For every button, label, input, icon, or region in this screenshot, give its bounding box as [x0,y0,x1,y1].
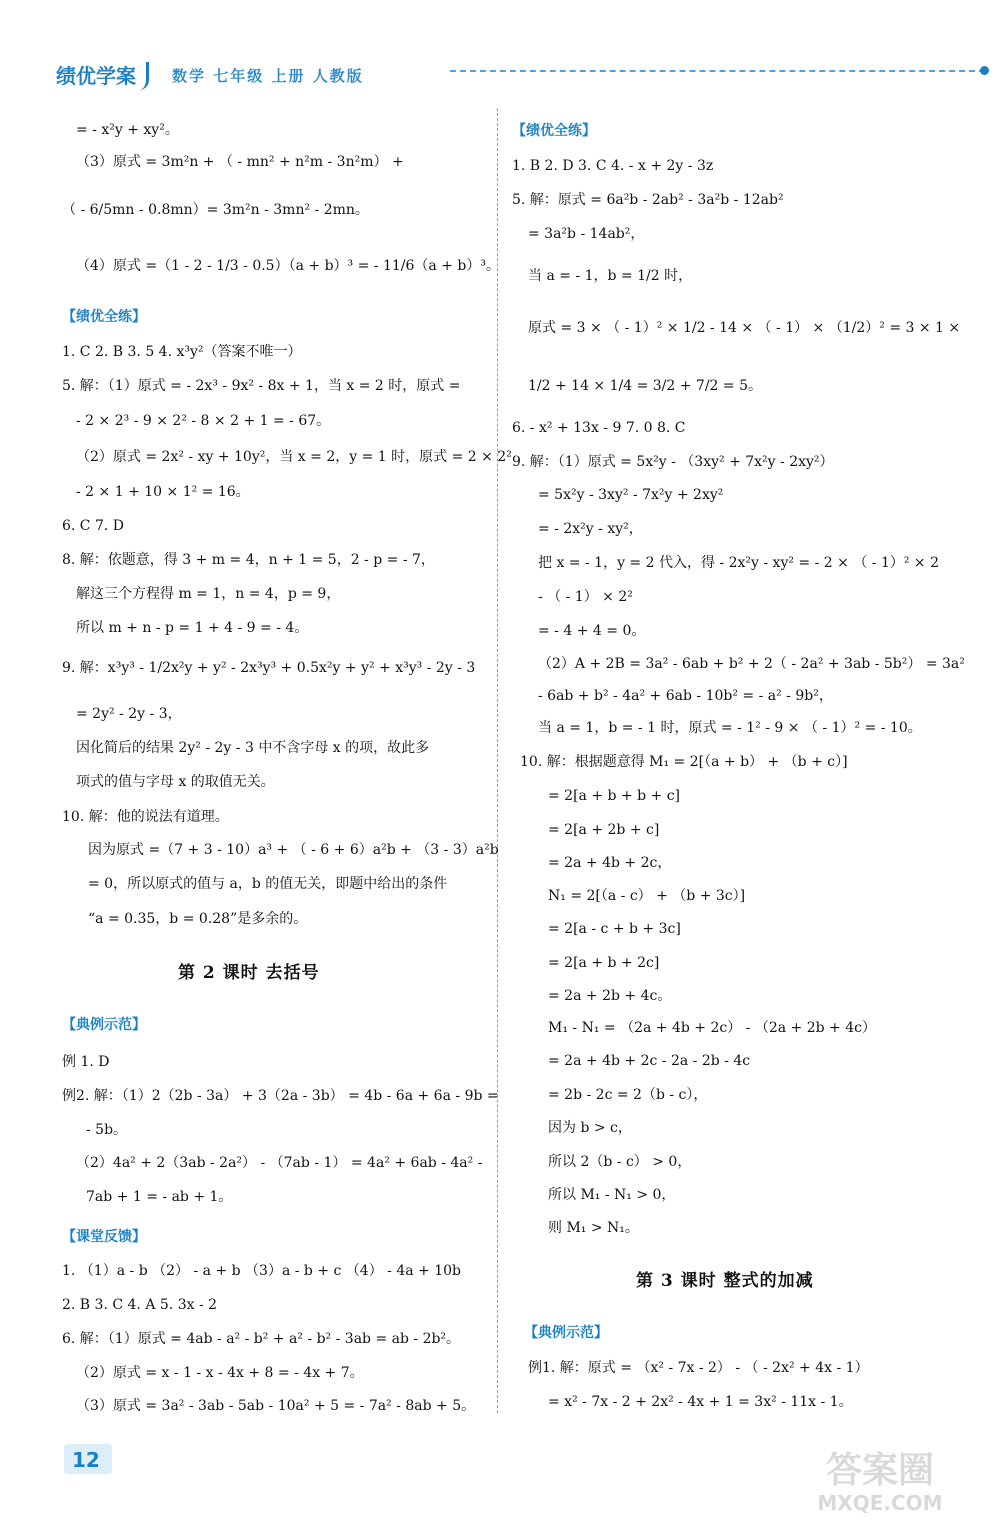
watermark-logo [780,1442,980,1516]
text-line: （3）原式 = 3a² - 3ab - 5ab - 10a² + 5 = - 7a² - 8ab + 5。 [76,1398,476,1414]
text-line: 所以 2（b - c） > 0， [548,1154,692,1170]
section-tag-feedback: 【课堂反馈】 [62,1229,146,1245]
watermark-title: 答案圈 [825,1450,935,1491]
text-line: 1. B 2. D 3. C 4. - x + 2y - 3z [512,158,714,174]
text-line: 因化简后的结果 2y² - 2y - 3 中不含字母 x 的项，故此多 [76,740,430,756]
text-line: = 2[a + 2b + c] [548,822,660,838]
brand-logo: 绩优学案 [50,62,149,90]
text-line: （2）原式 = x - 1 - x - 4x + 8 = - 4x + 7。 [76,1365,364,1381]
text-line: N₁ = 2[（a - c） + （b + 3c）] [548,888,746,904]
watermark-url: MXQE.COM [817,1491,943,1515]
text-line: 解这三个方程得 m = 1，n = 4，p = 9， [76,586,341,602]
text-line: （ - 6/5mn - 0.8mn）= 3m²n - 3mn² - 2mn。 [62,202,369,218]
text-line: 9. 解：（1）原式 = 5x²y - （3xy² + 7x²y - 2xy²） [512,454,834,470]
text-line: = 2y² - 2y - 3， [76,706,182,722]
text-line: - 2 × 2³ - 9 × 2² - 8 × 2 + 1 = - 67。 [76,413,331,429]
text-line: 1. C 2. B 3. 5 4. x³y²（答案不唯一） [62,344,302,360]
text-line: 则 M₁ > N₁。 [548,1220,639,1236]
text-line: 所以 M₁ - N₁ > 0， [548,1187,676,1203]
text-line: = - 2x²y - xy²， [538,521,643,537]
text-line: “a = 0.35，b = 0.28”是多余的。 [88,911,308,927]
text-line: = 2a + 4b + 2c， [548,855,672,871]
text-line: = 2[a + b + 2c] [548,955,660,971]
text-line: 因为 b > c， [548,1120,632,1136]
text-line: = - x²y + xy²。 [76,122,179,138]
text-line: 6. C 7. D [62,518,125,534]
text-line: 因为原式 =（7 + 3 - 10）a³ + （ - 6 + 6）a²b + （3 - 3）a²b [88,842,499,858]
text-line: 例1. 解：原式 = （x² - 7x - 2） - （ - 2x² + 4x - 1） [528,1360,869,1376]
text-line: = 2b - 2c = 2（b - c）， [548,1087,708,1103]
text-line: = 5x²y - 3xy² - 7x²y + 2xy² [538,487,724,503]
section-tag-examples: 【典例示范】 [524,1325,608,1341]
section-tag-practice: 【绩优全练】 [62,309,146,325]
section-tag-practice: 【绩优全练】 [512,123,596,139]
text-line: 6. - x² + 13x - 9 7. 0 8. C [512,420,686,436]
text-line: 把 x = - 1，y = 2 代入，得 - 2x²y - xy² = - 2 × （ - 1）² × 2 [538,555,940,571]
text-line: 当 a = - 1，b = 1/2 时， [528,268,693,284]
column-divider [497,108,498,1413]
text-line: 例2. 解：（1）2（2b - 3a） + 3（2a - 3b） = 4b - 6a + 6a - 9b = [62,1088,499,1104]
section-title-lesson-2: 第 2 课时 去括号 [178,963,320,983]
text-line: 10. 解：根据题意得 M₁ = 2[（a + b） + （b + c）] [520,754,848,770]
text-line: 1. （1）a - b （2） - a + b （3）a - b + c （4） - 4a + 10b [62,1263,461,1279]
text-line: 项式的值与字母 x 的取值无关。 [76,774,275,790]
text-line: - 6ab + b² - 4a² + 6ab - 10b² = - a² - 9b²， [538,688,833,704]
text-line: 当 a = 1，b = - 1 时，原式 = - 1² - 9 × （ - 1）² = - 10。 [538,720,922,736]
text-line: M₁ - N₁ = （2a + 4b + 2c） - （2a + 2b + 4c） [548,1020,876,1036]
text-line: = - 4 + 4 = 0。 [538,623,646,639]
header-subtitle: 数学 七年级 上册 人教版 [172,67,364,85]
header-dot [980,66,989,75]
text-line: = 2a + 2b + 4c。 [548,988,672,1004]
text-line: 1/2 + 14 × 1/4 = 3/2 + 7/2 = 5。 [528,378,763,394]
text-line: （2）A + 2B = 3a² - 6ab + b² + 2（ - 2a² + 3ab - 5b²） = 3a² [538,656,965,672]
text-line: 10. 解：他的说法有道理。 [62,809,229,825]
text-line: 所以 m + n - p = 1 + 4 - 9 = - 4。 [76,620,309,636]
text-line: = 2[a - c + b + 3c] [548,921,681,937]
text-line: 2. B 3. C 4. A 5. 3x - 2 [62,1297,218,1313]
text-line: 9. 解：x³y³ - 1/2x²y + y² - 2x³y³ + 0.5x²y + y² + x³y³ - 2y - 3 [62,660,476,676]
text-line: = 3a²b - 14ab²， [528,226,645,242]
header-dashed-rule [450,70,985,72]
page-header [50,62,950,92]
text-line: 6. 解：（1）原式 = 4ab - a² - b² + a² - b² - 3ab = ab - 2b²。 [62,1331,461,1347]
section-tag-examples: 【典例示范】 [62,1017,146,1033]
text-line: - 5b。 [86,1122,128,1138]
text-line: （2）4a² + 2（3ab - 2a²） - （7ab - 1） = 4a² + 6ab - 4a² - [76,1155,483,1171]
text-line: （2）原式 = 2x² - xy + 10y²，当 x = 2，y = 1 时，原式 = 2 × 2² [76,449,512,465]
text-line: 7ab + 1 = - ab + 1。 [86,1189,233,1205]
text-line: （4）原式 =（1 - 2 - 1/3 - 0.5）（a + b）³ = - 11/6（a + b）³。 [76,258,500,274]
text-line: = 2a + 4b + 2c - 2a - 2b - 4c [548,1053,751,1069]
text-line: 5. 解：原式 = 6a²b - 2ab² - 3a²b - 12ab² [512,192,784,208]
text-line: 8. 解：依题意，得 3 + m = 4，n + 1 = 5，2 - p = - 7， [62,552,435,568]
text-line: （3）原式 = 3m²n + （ - mn² + n²m - 3n²m） + [76,154,404,170]
text-line: 5. 解：（1）原式 = - 2x³ - 9x² - 8x + 1，当 x = 2 时，原式 = [62,378,461,394]
text-line: = x² - 7x - 2 + 2x² - 4x + 1 = 3x² - 11x - 1。 [548,1394,853,1410]
text-line: 原式 = 3 × （ - 1）² × 1/2 - 14 × （ - 1） × （1/2）² = 3 × 1 × [528,320,961,336]
text-line: - （ - 1） × 2² [538,589,633,605]
text-line: - 2 × 1 + 10 × 1² = 16。 [76,484,250,500]
text-line: 例 1. D [62,1054,110,1070]
text-line: = 2[a + b + b + c] [548,788,681,804]
section-title-lesson-3: 第 3 课时 整式的加减 [636,1271,814,1291]
text-line: = 0，所以原式的值与 a，b 的值无关，即题中给出的条件 [88,876,448,892]
page-number: 12 [72,1448,100,1472]
